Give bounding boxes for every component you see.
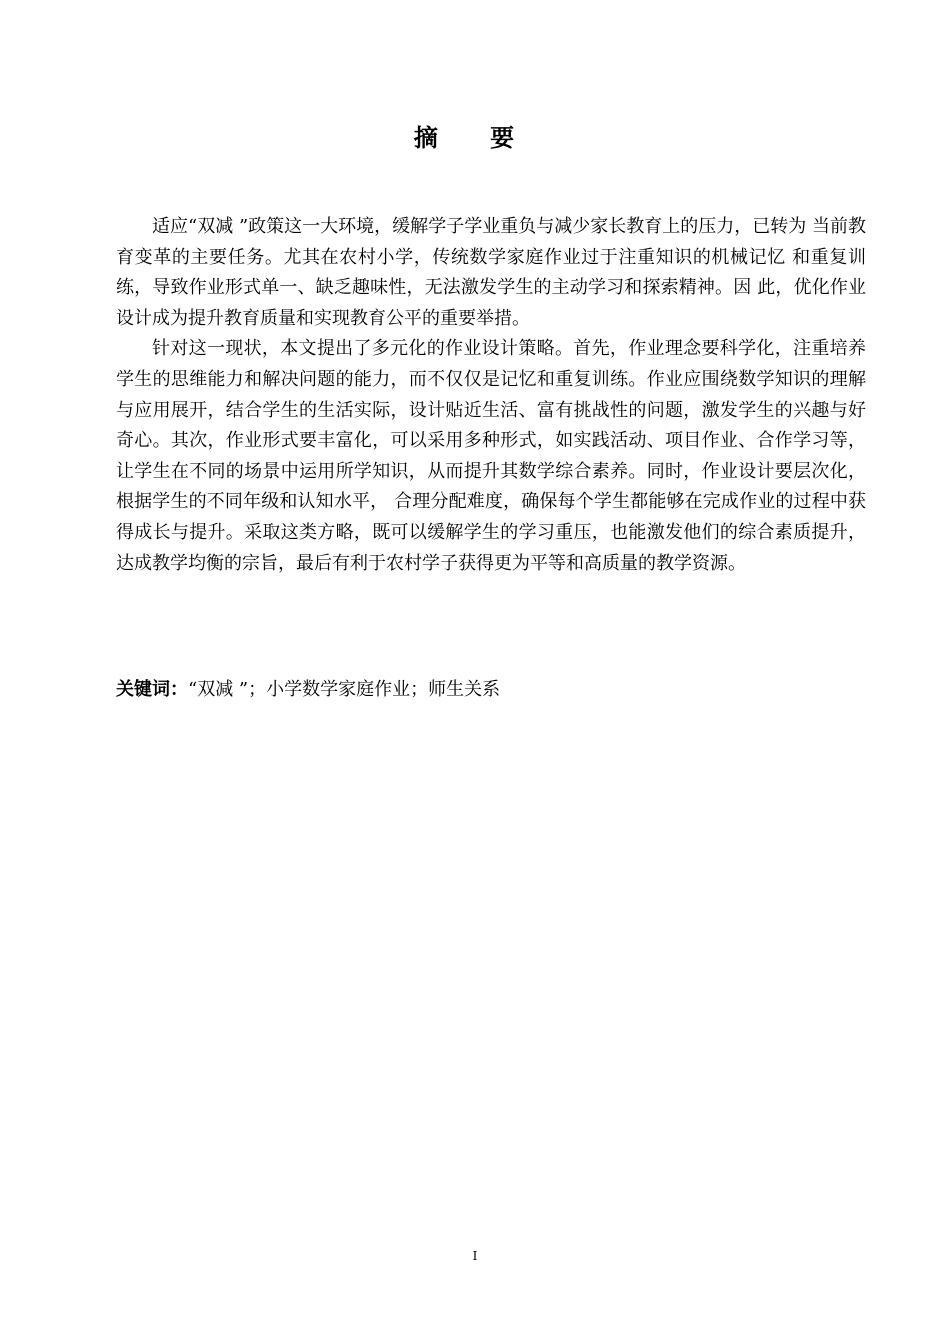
abstract-paragraph-1: 适应“双减 ”政策这一大环境，缓解学子学业重负与减少家长教育上的压力，已转为 当前教育变革的主要任务。尤其在农村小学，传统数学家庭作业过于注重知识的机械记忆 和重复训练，导致作业形式单一、缺乏趣味性，无法激发学生的主动学习和探索精神。因 此，优化作业设计成为提升教育质量和实现教育公平的重要举措。 xyxy=(116,216,866,329)
keywords-label: 关键词： xyxy=(116,679,188,700)
abstract-paragraph-2: 针对这一现状，本文提出了多元化的作业设计策略。首先，作业理念要科学化，注重培养学生的思维能力和解决问题的能力，而不仅仅是记忆和重复训练。作业应围绕数学知识的理解与应用展开，结合学生的生活实际，设计贴近生活、富有挑战性的问题，激发学生的兴趣与好奇心。其次，作业形式要丰富化，可以采用多种形式，如实践活动、项目作业、合作学习等，让学生在不同的场景中运用所学知识，从而提升其数学综合素养。同时，作业设计要层次化，根据学生的不同年级和认知水平， 合理分配难度，确保每个学生都能够在完成作业的过程中获得成长与提升。采取这类方略，既可以缓解学生的学习重压，也能激发他们的综合素质提升，达成教学均衡的宗旨，最后有利于农村学子获得更为平等和高质量的教学资源。 xyxy=(116,338,866,574)
keywords-value: “双减 ”；小学数学家庭作业；师生关系 xyxy=(188,679,501,700)
keywords-line xyxy=(116,676,866,704)
abstract-body xyxy=(116,212,866,579)
abstract-title: 摘 要 xyxy=(413,124,537,152)
page-number: I xyxy=(472,1249,478,1263)
